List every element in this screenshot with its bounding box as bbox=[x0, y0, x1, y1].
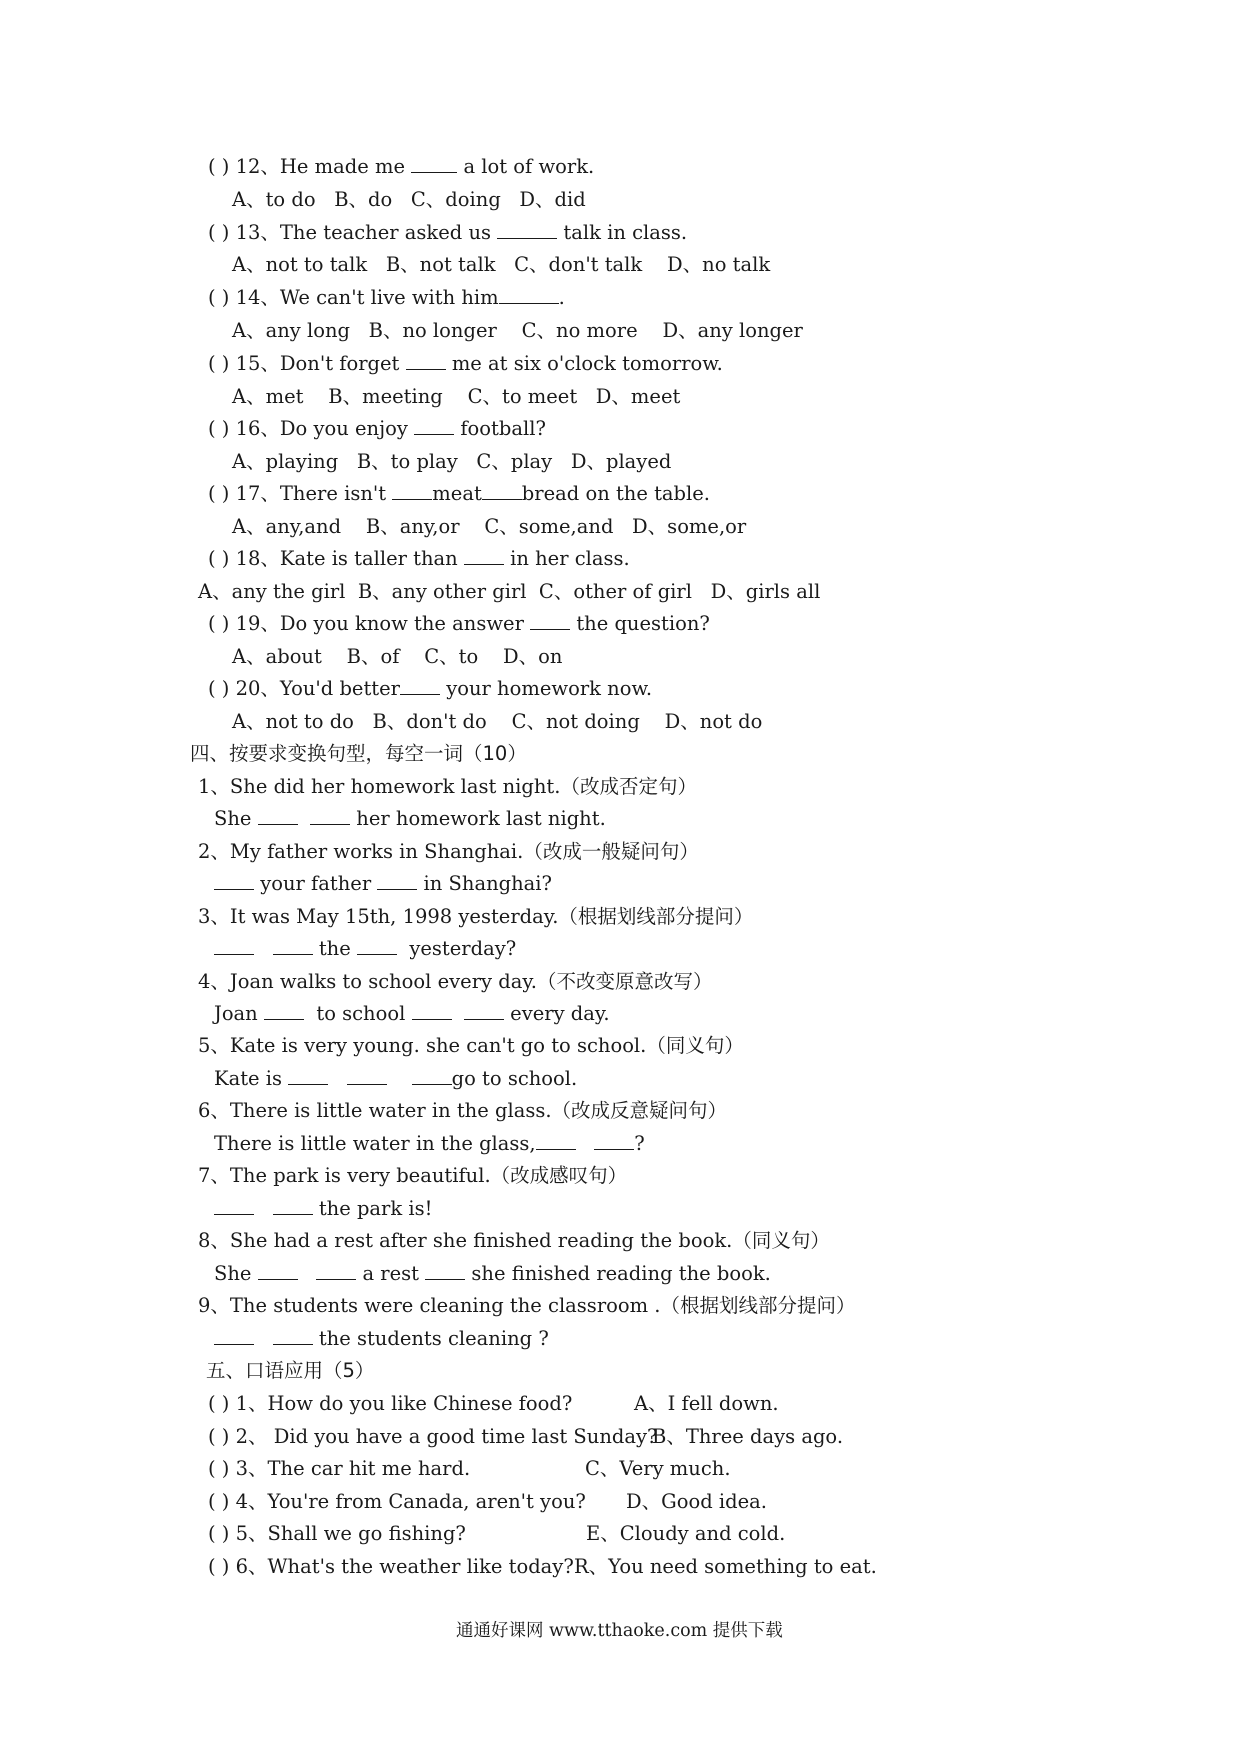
question-15-options bbox=[232, 384, 680, 410]
option-d: D、any longer bbox=[662, 319, 803, 342]
option-c: C、other of girl bbox=[538, 580, 692, 603]
answer-blank[interactable] bbox=[357, 936, 397, 955]
question-19: ( ) 19、Do you know the answer the question? bbox=[208, 612, 710, 635]
option-a: A、any,and bbox=[232, 515, 342, 538]
option-a: A、not to talk bbox=[232, 253, 368, 276]
option-c: C、to meet bbox=[467, 385, 578, 408]
dialog-3-question: ( ) 3、The car hit me hard. bbox=[208, 1457, 471, 1480]
option-c: C、to bbox=[424, 645, 479, 668]
answer-blank[interactable] bbox=[310, 806, 350, 825]
section-5-heading: 五、口语应用（5） bbox=[206, 1359, 375, 1382]
answer-blank[interactable] bbox=[406, 351, 446, 370]
dialog-answer-e: E、Cloudy and cold. bbox=[586, 1522, 786, 1545]
answer-blank[interactable] bbox=[392, 481, 432, 500]
section-4-heading: 四、按要求变换句型，每空一词（10） bbox=[190, 742, 527, 765]
dialog-6-question: ( ) 6、What's the weather like today? bbox=[208, 1555, 574, 1578]
transform-7-answer: the park is! bbox=[214, 1196, 432, 1222]
footer-credit: 通通好课网 www.tthaoke.com 提供下载 bbox=[456, 1621, 783, 1641]
option-c: C、play bbox=[476, 450, 553, 473]
option-a: A、any long bbox=[232, 319, 350, 342]
answer-blank[interactable] bbox=[464, 1001, 504, 1020]
option-b: B、of bbox=[346, 645, 400, 668]
transform-8-question: 8、She had a rest after she finished reading the book.（同义句） bbox=[198, 1229, 830, 1252]
option-b: B、do bbox=[334, 188, 393, 211]
answer-blank[interactable] bbox=[377, 871, 417, 890]
answer-blank[interactable] bbox=[214, 1196, 254, 1215]
question-14-options bbox=[232, 318, 803, 344]
option-c: C、don't talk bbox=[514, 253, 643, 276]
transform-3-question: 3、It was May 15th, 1998 yesterday.（根据划线部分提问） bbox=[198, 905, 754, 928]
option-d: D、not do bbox=[664, 710, 763, 733]
option-d: D、on bbox=[503, 645, 563, 668]
answer-blank[interactable] bbox=[214, 1326, 254, 1345]
option-a: A、playing bbox=[232, 450, 339, 473]
answer-blank[interactable] bbox=[594, 1131, 634, 1150]
question-15: ( ) 15、Don't forget me at six o'clock tomorrow. bbox=[208, 352, 723, 375]
answer-blank[interactable] bbox=[536, 1131, 576, 1150]
answer-blank[interactable] bbox=[214, 936, 254, 955]
answer-blank[interactable] bbox=[425, 1261, 465, 1280]
option-b: B、don't do bbox=[372, 710, 487, 733]
question-17: ( ) 17、There isn't meat bread on the table. bbox=[208, 482, 710, 505]
answer-blank[interactable] bbox=[273, 1326, 313, 1345]
option-c: C、not doing bbox=[511, 710, 640, 733]
option-a: A、not to do bbox=[232, 710, 354, 733]
transform-1-answer: She her homework last night. bbox=[214, 807, 606, 830]
transform-4-question: 4、Joan walks to school every day.（不改变原意改写） bbox=[198, 970, 713, 993]
answer-blank[interactable] bbox=[400, 676, 440, 695]
option-b: B、any other girl bbox=[357, 580, 527, 603]
transform-4-answer: Joan to school every day. bbox=[214, 1002, 610, 1025]
dialog-answer-c: C、Very much. bbox=[585, 1457, 731, 1480]
answer-blank[interactable] bbox=[273, 936, 313, 955]
answer-blank[interactable] bbox=[258, 806, 298, 825]
option-d: D、did bbox=[519, 188, 586, 211]
transform-8-answer: She a rest she finished reading the book. bbox=[214, 1262, 771, 1285]
transform-6-question: 6、There is little water in the glass.（改成反意疑问句） bbox=[198, 1099, 728, 1122]
dialog-5-question: ( ) 5、Shall we go fishing? bbox=[208, 1522, 466, 1545]
question-16-options bbox=[232, 449, 671, 475]
transform-5-answer: Kate is go to school. bbox=[214, 1067, 578, 1090]
question-18-options bbox=[198, 579, 820, 605]
question-13: ( ) 13、The teacher asked us talk in class. bbox=[208, 221, 688, 244]
answer-blank[interactable] bbox=[273, 1196, 313, 1215]
dialog-1-question: ( ) 1、How do you like Chinese food? bbox=[208, 1392, 573, 1415]
transform-9-answer: the students cleaning ? bbox=[214, 1326, 549, 1352]
option-a: A、any the girl bbox=[198, 580, 346, 603]
option-d: D、no talk bbox=[667, 253, 771, 276]
option-b: B、not talk bbox=[385, 253, 496, 276]
option-d: D、meet bbox=[595, 385, 681, 408]
answer-blank[interactable] bbox=[288, 1066, 328, 1085]
transform-6-answer: There is little water in the glass, ? bbox=[214, 1132, 645, 1155]
question-17-options bbox=[232, 514, 746, 540]
option-c: C、some,and bbox=[484, 515, 614, 538]
option-b: B、meeting bbox=[328, 385, 443, 408]
question-16: ( ) 16、Do you enjoy football? bbox=[208, 417, 546, 440]
option-a: A、to do bbox=[232, 188, 316, 211]
answer-blank[interactable] bbox=[412, 1066, 452, 1085]
answer-blank[interactable] bbox=[214, 871, 254, 890]
answer-blank[interactable] bbox=[347, 1066, 387, 1085]
transform-2-answer: your father in Shanghai? bbox=[214, 871, 552, 897]
dialog-answer-r: R、You need something to eat. bbox=[574, 1555, 877, 1578]
answer-blank[interactable] bbox=[482, 481, 522, 500]
question-14: ( ) 14、We can't live with him . bbox=[208, 286, 565, 309]
transform-5-question: 5、Kate is very young. she can't go to school.（同义句） bbox=[198, 1034, 744, 1057]
dialog-4-question: ( ) 4、You're from Canada, aren't you? bbox=[208, 1490, 586, 1513]
transform-9-question: 9、The students were cleaning the classroom .（根据划线部分提问） bbox=[198, 1294, 856, 1317]
answer-blank[interactable] bbox=[414, 416, 454, 435]
option-b: B、no longer bbox=[368, 319, 497, 342]
option-a: A、about bbox=[232, 645, 322, 668]
question-12: ( ) 12、He made me a lot of work. bbox=[208, 155, 595, 178]
option-b: B、any,or bbox=[365, 515, 460, 538]
option-b: B、to play bbox=[356, 450, 458, 473]
answer-blank[interactable] bbox=[411, 154, 457, 173]
answer-blank[interactable] bbox=[464, 546, 504, 565]
option-d: D、some,or bbox=[632, 515, 747, 538]
transform-3-answer: the yesterday? bbox=[214, 936, 516, 962]
dialog-answer-d: D、Good idea. bbox=[626, 1490, 767, 1513]
answer-blank[interactable] bbox=[530, 611, 570, 630]
dialog-2-question: ( ) 2、 Did you have a good time last Sunday? bbox=[208, 1425, 658, 1448]
question-20-options bbox=[232, 709, 762, 735]
option-d: D、played bbox=[570, 450, 672, 473]
option-c: C、doing bbox=[410, 188, 501, 211]
option-d: D、girls all bbox=[710, 580, 821, 603]
question-12-options bbox=[232, 187, 586, 213]
transform-2-question: 2、My father works in Shanghai.（改成一般疑问句） bbox=[198, 840, 699, 863]
option-c: C、no more bbox=[521, 319, 638, 342]
answer-blank[interactable] bbox=[316, 1261, 356, 1280]
answer-blank[interactable] bbox=[264, 1001, 304, 1020]
transform-1-question: 1、She did her homework last night.（改成否定句） bbox=[198, 775, 697, 798]
answer-blank[interactable] bbox=[412, 1001, 452, 1020]
question-19-options bbox=[232, 644, 562, 670]
answer-blank[interactable] bbox=[499, 285, 559, 304]
dialog-answer-a: A、I fell down. bbox=[634, 1392, 779, 1415]
option-a: A、met bbox=[232, 385, 304, 408]
transform-7-question: 7、The park is very beautiful.（改成感叹句） bbox=[198, 1164, 628, 1187]
answer-blank[interactable] bbox=[258, 1261, 298, 1280]
question-13-options bbox=[232, 252, 770, 278]
dialog-answer-b: B、Three days ago. bbox=[652, 1425, 844, 1448]
question-18: ( ) 18、Kate is taller than in her class. bbox=[208, 547, 630, 570]
answer-blank[interactable] bbox=[497, 220, 557, 239]
question-20: ( ) 20、You'd better your homework now. bbox=[208, 677, 653, 700]
